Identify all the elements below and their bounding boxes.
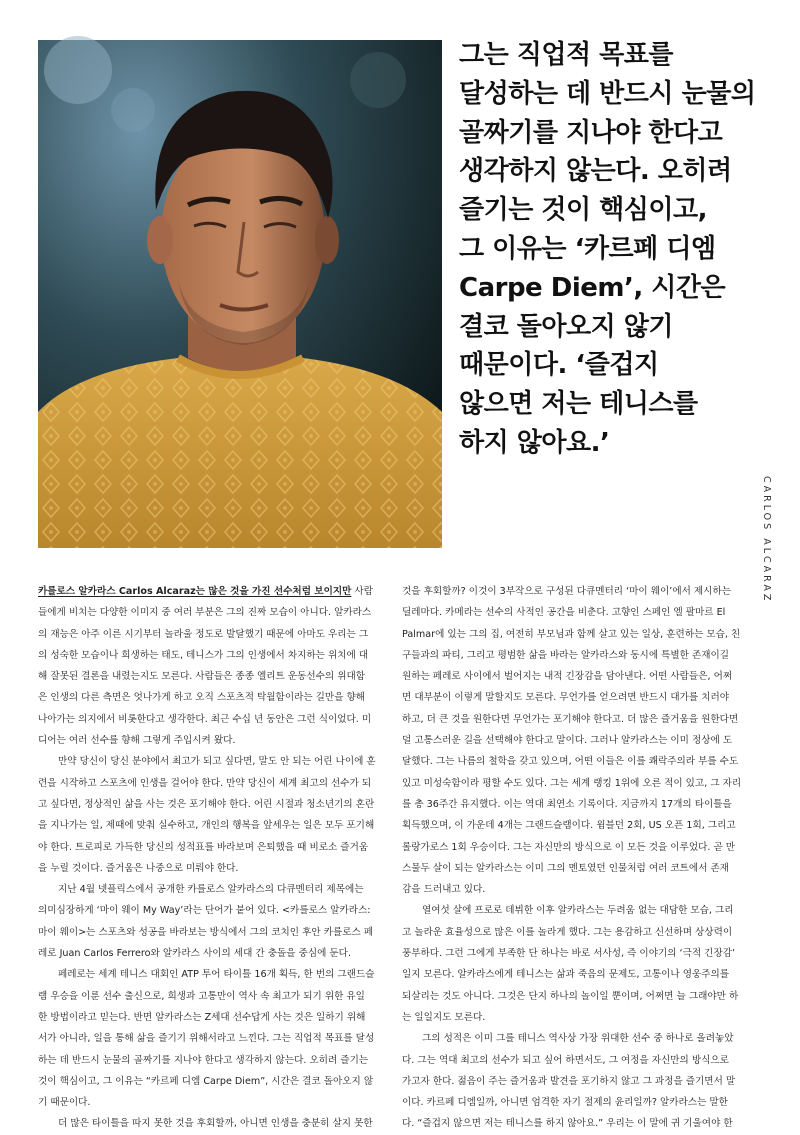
article-line: 나아가는 의지에서 비롯한다고 생각한다. 최근 수십 년 동안은 그런 식이었다. 미	[38, 713, 372, 725]
article-lead-tail: 사람	[351, 586, 373, 597]
pull-quote-line: 그 이유는 ‘카르페 디엠	[459, 233, 716, 264]
article-line: 마이 웨이>는 스포츠와 성공을 바라보는 방식에서 그의 코치인 후안 카를로스 페	[38, 926, 374, 938]
pull-quote-line: 달성하는 데 반드시 눈물의	[459, 78, 756, 109]
article-line: 고 싶다면, 정상적인 삶을 사는 것은 포기해야 한다. 어린 시절과 청소년기의 혼란	[38, 798, 375, 810]
article-left-column	[38, 581, 376, 1135]
article-line: 해 잘못된 결론을 내렸는지도 모른다. 사람들은 종종 엘리트 운동선수의 위대함	[38, 671, 366, 683]
article-line: 디어는 여러 선수를 향해 그렇게 주입시켜 왔다.	[38, 735, 236, 747]
article-line: 하는 데 반드시 눈물의 골짜기를 지나야 한다고 생각하지 않는다. 오히려 즐기는	[38, 1054, 369, 1066]
article-line: 다. “즐겁지 않으면 저는 테니스를 하지 않아요.” 우리는 이 말에 귀 기울여야 한	[402, 1118, 733, 1130]
article-line: 을 지나가는 일, 제때에 맞춰 실수하고, 개인의 행복을 앞세우는 일은 모두 포기해	[38, 820, 375, 832]
article-line: 의 재능은 아주 이른 시기부터 놀라울 정도로 발달했기 때문에 아마도 우리는 그	[38, 628, 369, 640]
article-line: 더 많은 타이틀을 따지 못한 것을 후회할까, 아니면 인생을 충분히 살지 못한	[58, 1118, 373, 1130]
pull-quote-line: 골짜기를 지나야 한다고	[459, 117, 723, 148]
article-line: 만약 당신이 당신 분야에서 최고가 되고 싶다면, 말도 안 되는 어린 나이에 훈	[58, 756, 376, 768]
article-line: 를 총 36주간 유지했다. 이는 역대 최연소 기록이다. 지금까지 17개의 타이틀을	[402, 798, 732, 810]
article-line: 열여섯 살에 프로로 데뷔한 이후 알카라스는 두려움 없는 대담한 모습, 그리	[422, 905, 734, 917]
article-line: 것이 핵심이고, 그 이유는 “카르페 디엠 Carpe Diem”, 시간은 결코 돌아오지 않	[38, 1075, 374, 1087]
pull-quote	[459, 36, 756, 463]
pull-quote-line: 그는 직업적 목표를	[459, 40, 674, 70]
article-line: 가고자 한다. 젊음이 주는 즐거움과 발견을 포기하지 않고 그 과정을 즐기면서 말	[402, 1075, 736, 1087]
article-line: 의 성숙한 모습이나 희생하는 태도, 테니스가 그의 인생에서 차지하는 위치에 대	[38, 649, 369, 661]
article-line: 페레로는 세계 테니스 대회인 ATP 투어 타이틀 16개 획득, 한 번의 그랜드슬	[58, 969, 375, 981]
article-line: 원하는 페레로 사이에서 벌어지는 내적 긴장감을 담아낸다. 어떤 사람들은, 어쩌	[402, 671, 733, 683]
pull-quote-line: 즐기는 것이 핵심이고,	[459, 195, 708, 226]
article-line: 은 인생의 다른 측면은 엇나가게 하고 오직 스포츠적 탁월함이라는 길만을 향해	[38, 692, 366, 704]
article-right-column	[402, 581, 742, 1135]
article-line: 을 누릴 것이다. 즐거움은 나중으로 미뤄야 한다.	[38, 862, 239, 874]
article-line: 하고, 더 큰 것을 원한다면 무언가는 포기해야 한다고. 더 많은 즐거움을 원한다면	[402, 713, 739, 725]
article-line: 의미심장하게 ‘마이 웨이 My Way’라는 단어가 붙어 있다. <카를로스 알카라스:	[38, 905, 371, 917]
article-line: 덜 고통스러운 길을 선택해야 한다고 말이다. 그러나 알카라스는 이미 정상에 도	[402, 735, 733, 747]
article-line: 레로 Juan Carlos Ferrero와 알카라스 사이의 세대 간 충돌을 중심에 둔다.	[38, 948, 351, 960]
article-line: 롤랑가로스 1회 우승이다. 그는 자신만의 방식으로 이 모든 것을 이루었다. 곧 만	[402, 841, 736, 853]
pull-quote-line: 않으면 저는 테니스를	[459, 389, 698, 420]
article-line: 다. 그는 역대 최고의 선수가 되고 싶어 하면서도, 그 여정을 자신만의 방식으로	[402, 1054, 729, 1066]
article-line: 되살리는 것도 아니다. 그것은 단지 하나의 놀이일 뿐이며, 어쩌면 늘 그래야만 하	[402, 990, 739, 1002]
article-line: 구들과의 파티, 그리고 평범한 삶을 바라는 알카라스와 동시에 특별한 존재이길	[402, 649, 730, 661]
article-line: 있고 미성숙함이라 평할 수도 있다. 그는 세계 랭킹 1위에 오른 적이 있고, 그 자리	[402, 777, 742, 789]
pull-quote-line: 생각하지 않는다. 오히려	[459, 156, 732, 187]
side-label: CARLOS ALCARAZ	[761, 476, 772, 604]
article-line: 들에게 비치는 다양한 이미지 중 여러 부분은 그의 진짜 모습이 아니다. 알카라스	[38, 607, 372, 619]
article-line: 이다. 카르페 디엠일까, 아니면 엄격한 자기 절제의 윤리일까? 알카라스는 말한	[402, 1097, 728, 1109]
article-line: Palmar에 있는 그의 집, 여전히 부모님과 함께 살고 있는 일상, 훈련하는 모습, 친	[402, 628, 741, 640]
article-lead: 카를로스 알카라스 Carlos Alcaraz는 많은 것을 가진 선수처럼 보이지만	[38, 586, 352, 597]
article-lead-line	[38, 581, 373, 602]
article-line: 달했다. 그는 나름의 철학을 갖고 있으며, 어떤 이들은 이를 쾌락주의라 부를 수도	[402, 756, 739, 768]
article-line: 야 한다. 트로피로 가득한 당신의 성적표를 바라보며 은퇴했을 때 비로소 즐거움	[38, 841, 369, 853]
pull-quote-line: 때문이다. ‘즐겁지	[459, 350, 659, 381]
article-line: 감을 드러내고 있다.	[402, 884, 486, 896]
article-line: 서가 아니라, 일을 통해 삶을 즐기기 위해서라고 느낀다. 그는 직업적 목표를 달성	[38, 1033, 375, 1045]
article-line: 면 대부분이 이렇게 말할지도 모른다. 무언가를 얻으려면 반드시 대가를 치러야	[402, 692, 730, 704]
article-line: 획득했으며, 이 가운데 4개는 그랜드슬램이다. 윔블던 2회, US 오픈 1회, 그리고	[402, 820, 736, 832]
article-line: 딜레마다. 카메라는 선수의 사적인 공간을 비춘다. 고향인 스페인 엘 팔마르 El	[402, 607, 726, 619]
portrait-photo	[38, 40, 442, 548]
article-line: 스물두 살이 되는 알카라스는 이미 그의 멘토였던 인물처럼 여러 코트에서 존재	[402, 862, 730, 874]
article-line: 한 방법이라고 믿는다. 반면 알카라스는 Z세대 선수답게 사는 것은 일하기 위해	[38, 1011, 366, 1023]
article-line: 풍부하다. 그런 그에게 부족한 단 하나는 바로 서사성, 즉 이야기의 ‘극적 긴장감’	[402, 948, 736, 960]
article-line: 련을 시작하고 스포츠에 인생을 걸어야 한다. 만약 당신이 세계 최고의 선수가 되	[38, 777, 372, 789]
article-line: 그의 성적은 이미 그를 테니스 역사상 가장 위대한 선수 중 하나로 올려놓았	[422, 1033, 734, 1045]
article-line: 일지 모른다. 알카라스에게 테니스는 삶과 죽음의 문제도, 고통이나 영웅주의를	[402, 969, 730, 981]
article-line: 것을 후회할까? 이것이 3부작으로 구성된 다큐멘터리 ‘마이 웨이’에서 제시하는	[402, 586, 731, 597]
pull-quote-line: Carpe Diem’, 시간은	[459, 272, 726, 303]
article-line: 지난 4월 넷플릭스에서 공개한 카를로스 알카라스의 다큐멘터리 제목에는	[58, 884, 364, 896]
article-line: 기 때문이다.	[38, 1097, 91, 1109]
article-line: 고 놀라운 효율성으로 많은 이를 놀라게 했다. 그는 용감하고 신선하며 상상력이	[402, 926, 733, 938]
pull-quote-line: 하지 않아요.’	[459, 427, 610, 458]
article-line: 는 일일지도 모른다.	[402, 1011, 486, 1023]
pull-quote-line: 결코 돌아오지 않기	[459, 311, 674, 342]
article-line: 램 우승을 이룬 선수 출신으로, 희생과 고통만이 역사 속 최고가 되기 위한 유일	[38, 990, 365, 1002]
